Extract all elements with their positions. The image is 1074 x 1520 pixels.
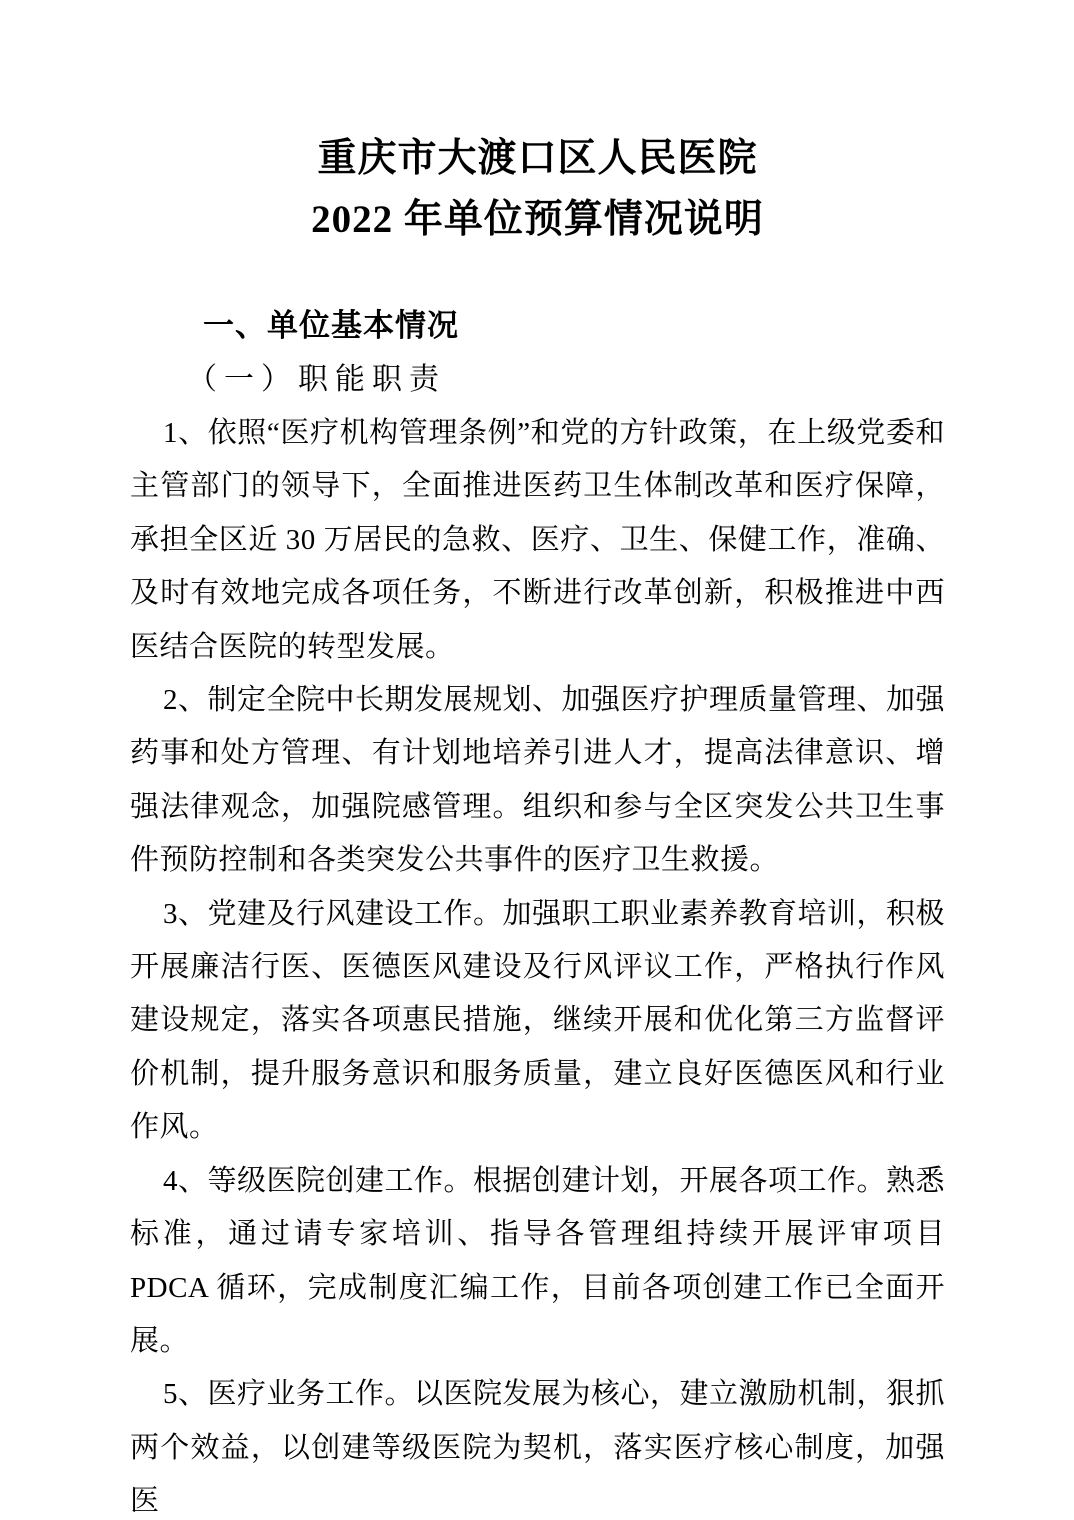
body-paragraph-1: 1、依照“医疗机构管理条例”和党的方针政策，在上级党委和主管部门的领导下，全面推进医药卫生体制改革和医疗保障，承担全区近 30 万居民的急救、医疗、卫生、保健工作，准确、及时有效地完成各项任务，不断进行改革创新，积极推进中西医结合医院的转型发展。: [130, 417, 945, 663]
body-paragraph-4: 4、等级医院创建工作。根据创建计划，开展各项工作。熟悉标准，通过请专家培训、指导各管理组持续开展评审项目 PDCA 循环，完成制度汇编工作，目前各项创建工作已全面开展。: [130, 1164, 946, 1357]
document-title-line1: 重庆市大渡口区人民医院: [317, 137, 758, 180]
document-body: [130, 407, 945, 1520]
document-title-line2: 2022 年单位预算情况说明: [311, 198, 764, 241]
section-heading-unit-basic-info: 一、单位基本情况: [203, 308, 459, 343]
body-paragraph-5: 5、医疗业务工作。以医院发展为核心，建立激励机制，狠抓两个效益，以创建等级医院为契机，落实医疗核心制度，加强医: [130, 1378, 946, 1518]
body-paragraph-3: 3、党建及行风建设工作。加强职工职业素养教育培训，积极开展廉洁行医、医德医风建设及行风评议工作，严格执行作风建设规定，落实各项惠民措施，继续开展和优化第三方监督评价机制，提升服务意识和服务质量，建立良好医德医风和行业作风。: [130, 897, 946, 1144]
body-paragraph-2: 2、制定全院中长期发展规划、加强医疗护理质量管理、加强药事和处方管理、有计划地培养引进人才，提高法律意识、增强法律观念，加强院感管理。组织和参与全区突发公共卫生事件预防控制和各类突发公共事件的医疗卫生救援。: [130, 684, 946, 877]
subsection-heading-duties: （一）职能职责: [187, 363, 446, 396]
document-title: [130, 128, 945, 250]
